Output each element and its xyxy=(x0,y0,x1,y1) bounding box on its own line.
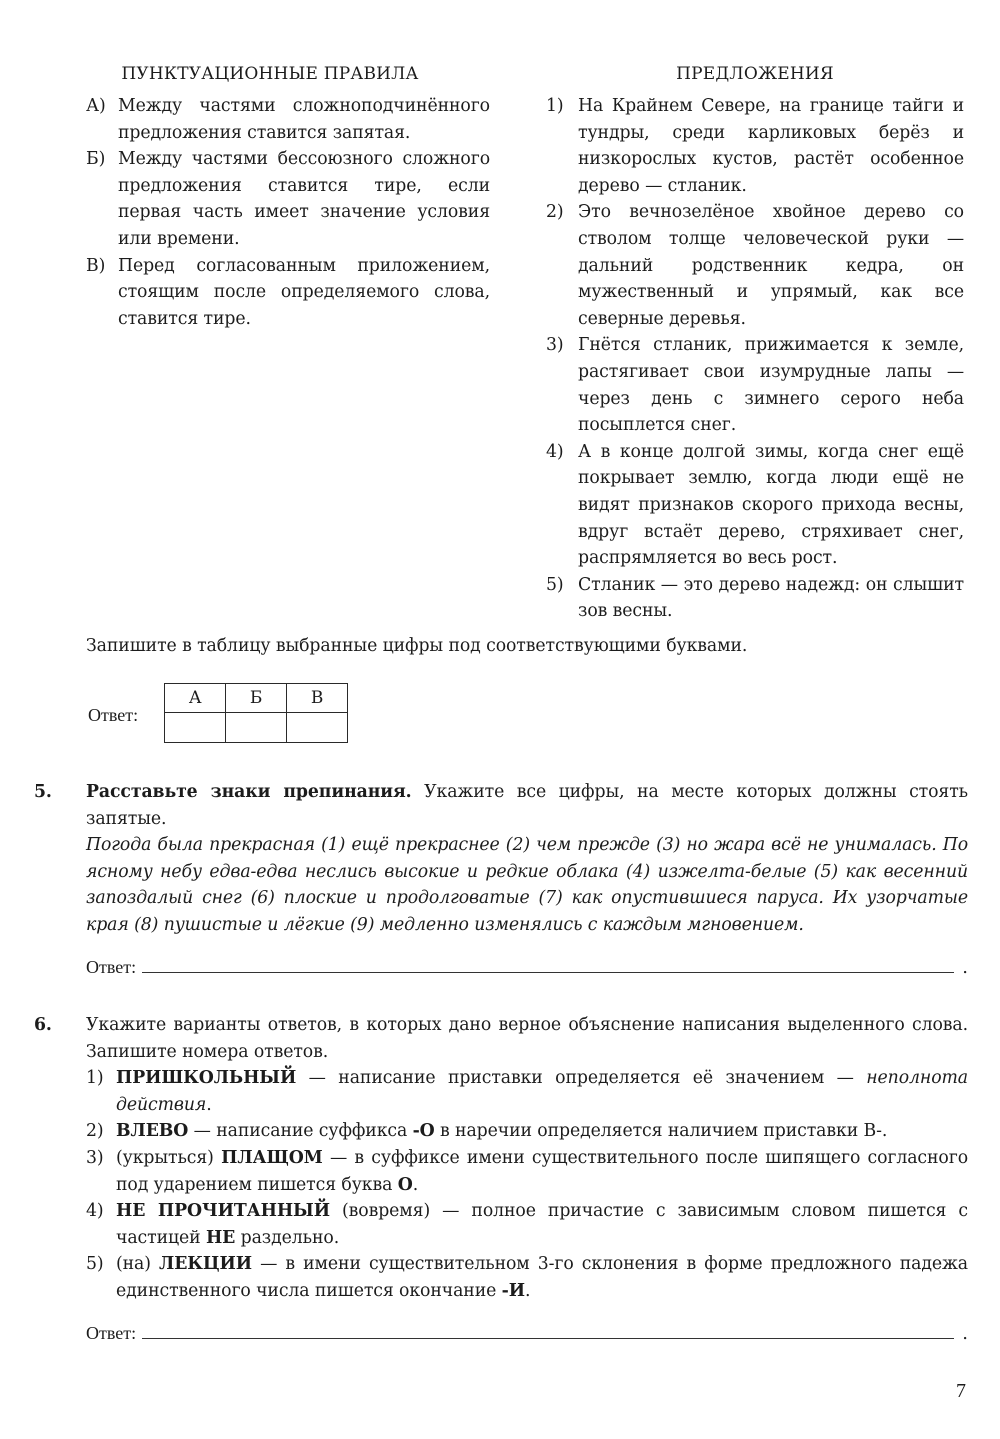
option-number: 2) xyxy=(86,1121,104,1142)
option-explanation: — написание суффикса xyxy=(188,1121,413,1142)
option-number: 5) xyxy=(86,1254,104,1275)
task-6 xyxy=(34,1012,968,1305)
option-context: (укрыться) xyxy=(116,1147,222,1168)
answer-label: Ответ: xyxy=(86,957,137,977)
option-explanation: — написание приставки определяется её значением — xyxy=(296,1068,867,1089)
option-item xyxy=(86,1251,968,1304)
task-prompt-rest: Укажите все цифры, на месте которых должны стоять запятые. xyxy=(86,782,968,829)
option-end: . xyxy=(206,1094,212,1115)
sentence-number: 3) xyxy=(546,335,564,356)
rule-text: Между частями сложноподчинённого предложения ставится запятая. xyxy=(118,96,490,143)
sentence-item xyxy=(546,572,964,625)
task-number: 5. xyxy=(34,782,52,802)
option-context: (на) xyxy=(116,1254,160,1275)
rule-item xyxy=(86,146,490,252)
sentence-text: А в конце долгой зимы, когда снег ещё покрывает землю, когда люди ещё не видят признаков скорого прихода весны, вдруг встаёт дерево, стряхивает снег, распрямляется во весь рост. xyxy=(578,441,964,569)
task-6-answer xyxy=(86,1318,968,1344)
option-italic: неполнота действия xyxy=(116,1068,968,1115)
table-header-cell: А xyxy=(165,684,226,713)
highlighted-word: ВЛЕВО xyxy=(116,1121,189,1142)
answer-cell-v[interactable] xyxy=(287,713,348,743)
option-number: 4) xyxy=(86,1201,104,1222)
option-number: 3) xyxy=(86,1147,104,1168)
option-explanation: — в суффиксе имени существительного после шипящего согласного под ударением пишется буква xyxy=(116,1147,968,1195)
option-end: . xyxy=(524,1280,531,1301)
option-list xyxy=(86,1065,968,1304)
task-prompt: Укажите варианты ответов, в которых дано верное объяснение написания выделенного слова. Запишите номера ответов. xyxy=(86,1015,968,1062)
rules-title: ПУНКТУАЦИОННЫЕ ПРАВИЛА xyxy=(121,64,419,84)
answer-end-dot: . xyxy=(962,1323,968,1344)
answer-table xyxy=(164,683,348,743)
option-explanation: — в имени существительном 3-го склонения в форме предложного падежа единственного числа пишется окончание xyxy=(116,1254,968,1301)
option-item xyxy=(86,1145,968,1198)
sentence-number: 1) xyxy=(546,96,564,116)
option-end: в наречии определяется наличием приставки В-. xyxy=(434,1121,888,1142)
task-prompt xyxy=(86,779,968,832)
sentence-item xyxy=(546,93,964,199)
option-explanation: (вовремя) — полное причастие с зависимым словом пишется с частицей xyxy=(116,1201,968,1248)
sentence-item xyxy=(546,332,964,438)
option-bold: -О xyxy=(412,1121,435,1142)
sentence-number: 2) xyxy=(546,202,564,223)
sentence-item xyxy=(546,439,964,572)
answer-input[interactable] xyxy=(142,1318,954,1339)
option-end: . xyxy=(412,1174,419,1195)
option-bold: -И xyxy=(501,1280,525,1301)
table-header-cell: В xyxy=(287,684,348,713)
option-item xyxy=(86,1065,968,1118)
rule-text: Перед согласованным приложением, стоящим после определяемого слова, ставится тире. xyxy=(118,255,490,329)
answer-cell-b[interactable] xyxy=(226,713,287,743)
option-number: 1) xyxy=(86,1068,104,1089)
sentence-text: Стланик — это дерево надежд: он слышит зов весны. xyxy=(578,574,964,622)
option-bold: О xyxy=(397,1174,413,1195)
sentences-title: ПРЕДЛОЖЕНИЯ xyxy=(676,64,834,84)
answer-end-dot: . xyxy=(962,957,968,978)
page-number: 7 xyxy=(956,1380,966,1402)
option-bold: НЕ xyxy=(205,1227,236,1248)
sentence-number: 4) xyxy=(546,441,564,462)
highlighted-word: ЛЕКЦИИ xyxy=(159,1254,252,1275)
rule-letter: Б) xyxy=(86,149,106,170)
task-text: Погода была прекрасная (1) ещё прекраснее (2) чем прежде (3) но жара всё не унималась. По ясному небу едва-едва неслись высокие и редкие облака (4) изжелта-белые (5) как весенний запоздалый снег (6) плоские и продолговатые (7) как опустившиеся паруса. Их узорчатые края (8) пушистые и лёгкие (9) медленно изменялись с каждым мгновением. xyxy=(86,835,968,935)
task-prompt-bold: Расставьте знаки препинания. xyxy=(86,782,412,802)
table-header-cell: Б xyxy=(226,684,287,713)
sentence-text: Гнётся стланик, прижимается к земле, растягивает свои изумрудные лапы — через день с зимнего серого неба посыплется снег. xyxy=(578,335,964,436)
rule-item xyxy=(86,253,490,333)
rule-text: Между частями бессоюзного сложного предложения ставится тире, если первая часть имеет значение условия или времени. xyxy=(118,149,490,249)
answer-input[interactable] xyxy=(142,952,954,973)
rule-letter: В) xyxy=(86,255,106,276)
option-item xyxy=(86,1198,968,1251)
highlighted-word: ПЛАЩОМ xyxy=(221,1147,323,1168)
table-instruction: Запишите в таблицу выбранные цифры под соответствующими буквами. xyxy=(86,636,748,656)
highlighted-word: ПРИШКОЛЬНЫЙ xyxy=(116,1068,297,1089)
sentence-item xyxy=(546,199,964,332)
sentences-column xyxy=(546,61,964,625)
task-number: 6. xyxy=(34,1015,52,1035)
sentence-number: 5) xyxy=(546,574,564,595)
answer-table-block xyxy=(88,683,348,743)
option-item xyxy=(86,1118,968,1145)
task-5-answer xyxy=(86,952,968,978)
rules-column xyxy=(86,61,490,332)
option-end: раздельно. xyxy=(235,1227,340,1248)
highlighted-word: НЕ ПРОЧИТАННЫЙ xyxy=(116,1201,330,1222)
answer-label: Ответ: xyxy=(88,704,139,725)
rule-letter: А) xyxy=(86,96,106,116)
answer-cell-a[interactable] xyxy=(165,713,226,743)
sentence-text: На Крайнем Севере, на границе тайги и тундры, среди карликовых берёз и низкорослых кустов, растёт особенное дерево — стланик. xyxy=(578,96,964,196)
sentence-text: Это вечнозелёное хвойное дерево со стволом толще человеческой руки — дальний родственник кедра, он мужественный и упрямый, как все северные деревья. xyxy=(578,202,964,329)
answer-label: Ответ: xyxy=(86,1323,137,1343)
task-5 xyxy=(34,779,968,939)
rule-item xyxy=(86,93,490,146)
